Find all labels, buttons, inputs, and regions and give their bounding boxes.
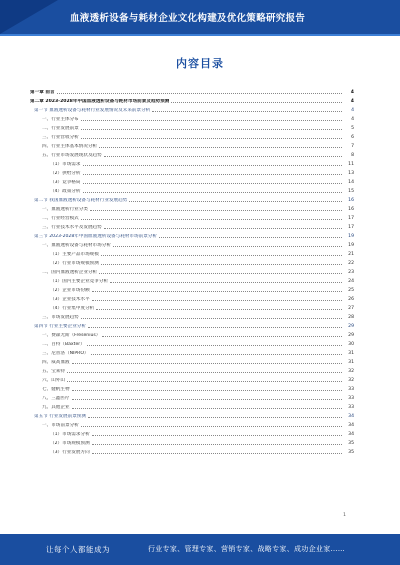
toc-entry-title: （4）政策分析 <box>50 189 81 194</box>
toc-entry-title: 九、其他企业 <box>42 405 70 410</box>
toc-entry[interactable] <box>30 338 354 347</box>
toc-entry[interactable] <box>30 275 354 284</box>
toc-leader-dots <box>88 324 342 328</box>
toc-entry-title: 八、三鑫医疗 <box>42 396 70 401</box>
footer-slogan: 让每个人都能成为 <box>46 545 110 554</box>
toc-leader-dots <box>91 351 342 355</box>
toc-entry-page: 4 <box>351 117 354 122</box>
toc-leader-dots <box>171 99 342 103</box>
toc-entry-page: 19 <box>348 234 354 239</box>
toc-entry[interactable] <box>30 437 354 446</box>
toc-entry[interactable] <box>30 320 354 329</box>
toc-entry[interactable] <box>30 329 354 338</box>
toc-entry-title: 三、行业营收分析 <box>42 135 79 140</box>
toc-leader-dots <box>88 414 342 418</box>
toc-entry-page: 15 <box>348 189 354 194</box>
toc-entry[interactable] <box>30 356 354 365</box>
toc-leader-dots <box>99 144 342 148</box>
toc-leader-dots <box>81 126 342 130</box>
toc-entry-title: （1）市场需求分析 <box>50 432 90 437</box>
toc-entry-title: 第一节 血液透析设备与耗材行业发展情况及未来前景分析 <box>34 108 151 113</box>
toc-entry[interactable] <box>30 167 354 176</box>
toc-leader-dots <box>67 378 342 382</box>
toc-entry[interactable] <box>30 194 354 203</box>
toc-entry-page: 35 <box>348 441 354 446</box>
toc-entry-page: 34 <box>348 423 354 428</box>
toc-entry-title: 一、费森尤斯（Fresenius） <box>42 333 101 338</box>
toc-entry-title: 三、行业技术水平及发展趋势 <box>42 225 102 230</box>
toc-leader-dots <box>104 225 342 229</box>
toc-entry-page: 17 <box>348 216 354 221</box>
toc-entry[interactable] <box>30 302 354 311</box>
toc-entry-page: 29 <box>348 333 354 338</box>
toc-entry[interactable] <box>30 365 354 374</box>
toc-leader-dots <box>159 234 342 238</box>
toc-entry-title: 六、山外山 <box>42 378 65 383</box>
toc-leader-dots <box>99 270 342 274</box>
footer-tagline: 行业专家、管理专家、营销专家、战略专家、成功企业家…… <box>148 545 346 553</box>
toc-entry-title: 七、健帆生物 <box>42 387 70 392</box>
toc-entry-page: 32 <box>348 378 354 383</box>
toc-leader-dots <box>83 189 343 193</box>
toc-list <box>30 86 354 455</box>
toc-entry[interactable] <box>30 248 354 257</box>
toc-leader-dots <box>81 315 342 319</box>
toc-entry-title: 第三节 2023-2028年中国血液透析设备与耗材市场前景分析 <box>34 234 157 239</box>
footer-banner <box>0 534 400 565</box>
toc-entry-page: 4 <box>351 108 354 113</box>
toc-entry-title: （2）供给分析 <box>50 171 81 176</box>
toc-entry[interactable] <box>30 410 354 419</box>
toc-entry-title: 第五节 行业发展前景预测 <box>34 414 86 419</box>
toc-entry-title: 第四节 行业主要企业分析 <box>34 324 86 329</box>
toc-entry-page: 17 <box>348 225 354 230</box>
toc-entry[interactable] <box>30 293 354 302</box>
toc-entry-title: 第一章 前言 <box>30 90 55 95</box>
toc-entry[interactable] <box>30 311 354 320</box>
toc-leader-dots <box>129 198 342 202</box>
toc-leader-dots <box>102 333 342 337</box>
toc-entry-page: 14 <box>348 180 354 185</box>
toc-leader-dots <box>81 135 342 139</box>
toc-entry[interactable] <box>30 230 354 239</box>
toc-entry-page: 4 <box>350 99 354 104</box>
toc-entry-title: 三、市场发展趋势 <box>42 315 79 320</box>
toc-entry[interactable] <box>30 185 354 194</box>
report-title: 血液透析设备与耗材企业文化构建及优化策略研究报告 <box>70 13 306 24</box>
toc-entry[interactable] <box>30 140 354 149</box>
toc-leader-dots <box>92 432 342 436</box>
toc-leader-dots <box>83 171 343 175</box>
toc-entry-title: 五、宝莱特 <box>42 369 65 374</box>
toc-entry-title: 一、行业主体分布 <box>42 117 79 122</box>
toc-entry-page: 8 <box>351 153 354 158</box>
toc-entry-page: 22 <box>348 261 354 266</box>
toc-entry[interactable] <box>30 158 354 167</box>
toc-entry[interactable] <box>30 446 354 455</box>
toc-leader-dots <box>87 342 342 346</box>
toc-entry-page: 26 <box>348 297 354 302</box>
toc-entry[interactable] <box>30 86 354 95</box>
page-number: 1 <box>343 513 346 518</box>
header-banner <box>0 0 400 34</box>
toc-entry[interactable] <box>30 176 354 185</box>
toc-entry[interactable] <box>30 239 354 248</box>
toc-heading: 内容目录 <box>176 57 224 70</box>
toc-leader-dots <box>72 360 342 364</box>
toc-entry-page: 27 <box>348 306 354 311</box>
toc-entry-page: 28 <box>348 315 354 320</box>
toc-entry-title: 一、市场前景分析 <box>42 423 79 428</box>
toc-entry[interactable] <box>30 374 354 383</box>
toc-entry-page: 31 <box>348 360 354 365</box>
toc-leader-dots <box>72 405 342 409</box>
toc-entry[interactable] <box>30 104 354 113</box>
toc-entry[interactable] <box>30 347 354 356</box>
toc-leader-dots <box>83 162 343 166</box>
toc-entry-title: （3）行业发展方向 <box>50 450 90 455</box>
toc-entry-page: 4 <box>350 90 354 95</box>
toc-entry-page: 34 <box>348 432 354 437</box>
toc-entry-page: 21 <box>348 252 354 257</box>
toc-entry-page: 11 <box>348 162 354 167</box>
toc-entry-title: （2）企业市场份额 <box>50 288 90 293</box>
toc-entry-page: 6 <box>351 135 354 140</box>
toc-leader-dots <box>152 108 342 112</box>
toc-entry-title: （2）行业市场规模预测 <box>50 261 99 266</box>
toc-entry-page: 33 <box>348 387 354 392</box>
toc-entry[interactable] <box>30 212 354 221</box>
toc-leader-dots <box>101 252 342 256</box>
toc-entry-page: 30 <box>348 342 354 347</box>
toc-entry[interactable] <box>30 392 354 401</box>
toc-leader-dots <box>90 207 342 211</box>
header-accent-shape <box>0 0 58 34</box>
toc-entry-title: 四、行业主体基本情况分析 <box>42 144 98 149</box>
toc-entry-page: 13 <box>348 171 354 176</box>
toc-entry[interactable] <box>30 113 354 122</box>
toc-entry[interactable] <box>30 284 354 293</box>
toc-entry[interactable] <box>30 419 354 428</box>
toc-entry-page: 34 <box>348 414 354 419</box>
toc-leader-dots <box>81 117 342 121</box>
toc-entry-title: 二、行业经营模式 <box>42 216 79 221</box>
toc-entry-title: 一、血液透析设备与耗材市场分析 <box>42 243 111 248</box>
toc-entry-page: 23 <box>348 270 354 275</box>
toc-entry-page: 16 <box>348 207 354 212</box>
toc-leader-dots <box>92 441 342 445</box>
toc-leader-dots <box>92 288 342 292</box>
toc-leader-dots <box>81 216 342 220</box>
toc-entry-title: （1）市场需求 <box>50 162 81 167</box>
toc-leader-dots <box>110 279 342 283</box>
toc-entry-page: 31 <box>348 351 354 356</box>
toc-entry-title: 二、百特（Baxter） <box>42 342 85 347</box>
toc-leader-dots <box>92 297 342 301</box>
toc-entry-page: 16 <box>348 198 354 203</box>
toc-entry-page: 19 <box>348 243 354 248</box>
toc-entry-page: 24 <box>348 279 354 284</box>
toc-entry[interactable] <box>30 149 354 158</box>
toc-entry-title: （3）竞争格局 <box>50 180 81 185</box>
toc-leader-dots <box>113 243 342 247</box>
toc-leader-dots <box>83 180 343 184</box>
toc-entry-title: 第二节 我国血液透析设备与耗材行业发展趋势 <box>34 198 128 203</box>
toc-leader-dots <box>72 387 342 391</box>
toc-entry-title: 二、行业发展前景 <box>42 126 79 131</box>
toc-entry-page: 7 <box>351 144 354 149</box>
toc-entry-title: 第二章 2023-2028年中国血液透析设备与耗材市场前景及趋势预测 <box>30 99 170 104</box>
toc-entry-title: （4）行业集中度分析 <box>50 306 95 311</box>
toc-leader-dots <box>92 450 342 454</box>
header-divider <box>0 34 400 36</box>
toc-leader-dots <box>57 90 342 94</box>
toc-entry-page: 29 <box>348 324 354 329</box>
toc-entry-page: 5 <box>351 126 354 131</box>
toc-leader-dots <box>101 261 342 265</box>
toc-entry-page: 35 <box>348 450 354 455</box>
toc-entry[interactable] <box>30 257 354 266</box>
toc-entry-title: 四、威高血液 <box>42 360 70 365</box>
toc-leader-dots <box>67 369 342 373</box>
toc-entry-title: （3）企业技术水平 <box>50 297 90 302</box>
toc-entry[interactable] <box>30 122 354 131</box>
toc-entry-page: 25 <box>348 288 354 293</box>
toc-entry[interactable] <box>30 401 354 410</box>
toc-entry-title: 一、血液透析行业分类 <box>42 207 88 212</box>
toc-leader-dots <box>96 306 342 310</box>
toc-entry[interactable] <box>30 203 354 212</box>
toc-leader-dots <box>81 423 342 427</box>
toc-entry[interactable] <box>30 428 354 437</box>
toc-leader-dots <box>104 153 342 157</box>
toc-entry[interactable] <box>30 221 354 230</box>
toc-entry-title: （1）主要产品市场规模 <box>50 252 99 257</box>
toc-entry[interactable] <box>30 266 354 275</box>
toc-entry-title: 三、尼普洛（NIPRO） <box>42 351 89 356</box>
toc-entry-page: 33 <box>348 396 354 401</box>
toc-leader-dots <box>72 396 342 400</box>
toc-entry[interactable] <box>30 95 354 104</box>
toc-entry[interactable] <box>30 131 354 140</box>
toc-entry-page: 32 <box>348 369 354 374</box>
toc-entry-title: 二、国内血液透析企业分析 <box>42 270 98 275</box>
toc-entry-title: （2）市场规模预测 <box>50 441 90 446</box>
toc-entry-title: 五、行业市场发展现状及趋势 <box>42 153 102 158</box>
toc-entry-page: 33 <box>348 405 354 410</box>
toc-entry-title: （1）国内主要企业竞争分析 <box>50 279 109 284</box>
toc-entry[interactable] <box>30 383 354 392</box>
